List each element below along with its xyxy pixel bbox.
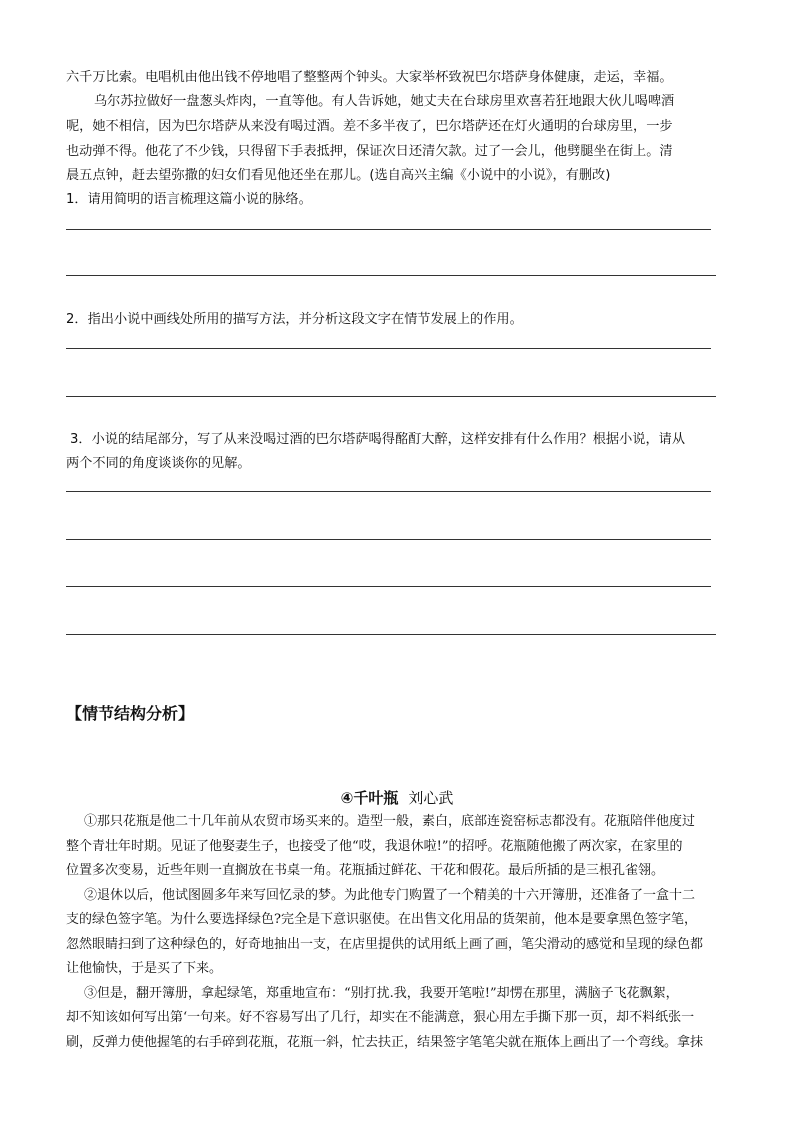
answer-line[interactable] xyxy=(66,396,716,397)
story-line-1: 六千万比索。电唱机由他出钱不停地唱了整整两个钟头。大家举杯致祝巴尔塔萨身体健康，走运，幸福。 xyxy=(66,70,673,85)
paragraph-line: ②退休以后，他试图圆多年来写回忆录的梦。为此他专门购置了一个精美的十六开簿册，还准备了一盒十二 xyxy=(84,888,696,903)
paragraph-line: 却不知该如何写出第‘一句来。好不容易写出了几行，却实在不能满意，狠心用左手撕下那一页，却不料纸张一 xyxy=(66,1010,695,1025)
paragraph-line: 让他愉快，于是买了下来。 xyxy=(66,961,223,976)
answer-line[interactable] xyxy=(66,229,711,230)
answer-line[interactable] xyxy=(66,539,711,540)
question-3-line-2: 两个不同的角度谈谈你的见解。 xyxy=(66,456,251,471)
answer-line[interactable] xyxy=(66,634,716,635)
answer-line[interactable] xyxy=(66,491,711,492)
paragraph-line: 位置多次变易，近些年则一直搁放在书桌一角。花瓶插过鲜花、干花和假花。最后所插的是三根孔雀翎。 xyxy=(66,863,665,878)
paragraph-line: 刷，反弹力使他握笔的右手碎到花瓶，花瓶一斜，忙去扶正，结果签字笔笔尖就在瓶体上画出了一个弯线。拿抹 xyxy=(66,1035,704,1050)
question-3-line-1: 3．小说的结尾部分，写了从来没喝过酒的巴尔塔萨喝得酩酊大醉，这样安排有什么作用？根据小说，请从 xyxy=(70,432,686,447)
story-line-3: 呢，她不相信，因为巴尔塔萨从来没有喝过酒。差不多半夜了，巴尔塔萨还在灯火通明的台球房里，一步 xyxy=(66,119,673,134)
section-heading: 【情节结构分析】 xyxy=(66,704,195,723)
story-author: 刘心武 xyxy=(408,789,454,807)
answer-line[interactable] xyxy=(66,348,711,349)
question-2-text: 2．指出小说中画线处所用的描写方法，并分析这段文字在情节发展上的作用。 xyxy=(66,312,523,327)
story-line-4: 也动弹不得。他花了不少钱，只得留下手表抵押，保证次日还清欠款。过了一会儿，他劈腿坐在街上。清 xyxy=(66,144,673,159)
source-citation: (选自高兴主编《小说中的小说》，有删改) xyxy=(369,168,611,183)
question-1-text: 1．请用简明的语言梳理这篇小说的脉络。 xyxy=(66,192,312,207)
paragraph-line: ③但是，翻开簿册，拿起绿笔，郑重地宣布：“别打扰.我，我要开笔啦!”却愣在那里，满脑子飞花飘絮， xyxy=(84,986,679,1001)
story-title-text: ④千叶瓶 xyxy=(340,789,399,807)
story-line-5-text: 晨五点钟，赶去望弥撒的妇女们看见他还坐在那儿。 xyxy=(66,168,370,183)
paragraph-line: 整个青壮年时期。见证了他娶妻生子，也接受了他“哎，我退休啦!”的招呼。花瓶随他搬了两次家，在家里的 xyxy=(66,839,683,854)
paragraph-line: 忽然眼睛扫到了这种绿色的，好奇地抽出一支，在店里提供的试用纸上画了画，笔尖滑动的感觉和呈现的绿色都 xyxy=(66,937,704,952)
paragraph-line: ①那只花瓶是他二十几年前从农贸市场买来的。造型一般，素白，底部连瓷窑标志都没有。花瓶陪伴他度过 xyxy=(84,814,696,829)
paragraph-line: 支的绿色签字笔。为什么要选择绿色?完全是下意识驱使。在出售文化用品的货架前，他本是要拿黑色签字笔， xyxy=(66,912,697,927)
story-line-2: 乌尔苏拉做好一盘葱头炸肉，一直等他。有人告诉她，她丈夫在台球房里欢喜若狂地跟大伙儿喝啤酒 xyxy=(94,94,675,109)
answer-line[interactable] xyxy=(66,586,711,587)
story-line-5 xyxy=(66,164,728,189)
answer-line[interactable] xyxy=(66,275,716,276)
story-title xyxy=(0,786,794,810)
